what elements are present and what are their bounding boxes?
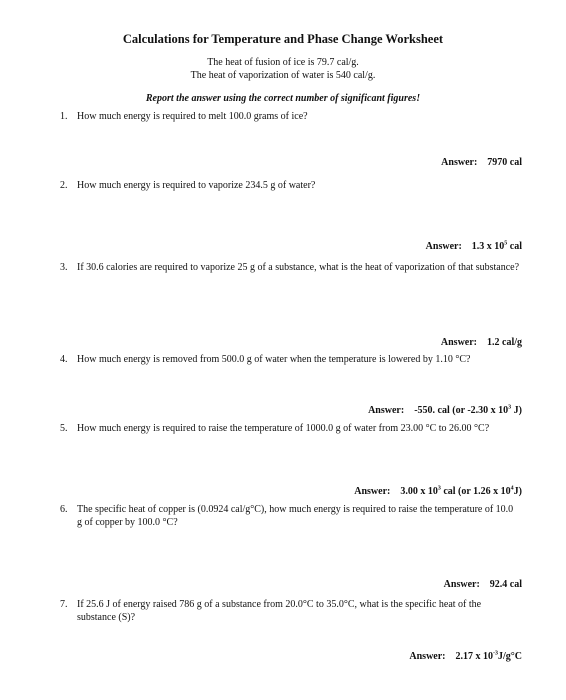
question-text: If 30.6 calories are required to vaporize 25 g of a substance, what is the heat of vaporization of that substance? [77, 262, 520, 273]
question-5 [60, 422, 520, 435]
question-3 [60, 261, 520, 274]
question-7 [60, 598, 520, 624]
question-text: How much energy is required to raise the temperature of 1000.0 g of water from 23.00 °C to 26.00 °C? [77, 423, 490, 434]
heat-of-fusion-note: The heat of fusion of ice is 79.7 cal/g. [207, 57, 359, 68]
question-text: If 25.6 J of energy raised 786 g of a substance from 20.0°C to 35.0°C, what is the specific heat of the substance (S)? [77, 599, 482, 623]
answer-label: Answer: [440, 337, 477, 348]
question-text: The specific heat of copper is (0.0924 cal/g°C), how much energy is required to raise the temperature of 10.0 g of copper by 100.0 °C? [77, 504, 514, 528]
answer-4 [368, 405, 522, 416]
question-2 [60, 179, 520, 192]
answer-label: Answer: [368, 405, 405, 416]
instruction-text: Report the answer using the correct number of significant figures! [145, 93, 421, 104]
question-text: How much energy is removed from 500.0 g of water when the temperature is lowered by 1.10 °C? [77, 354, 471, 365]
question-4 [60, 353, 530, 366]
question-number: 2. [60, 180, 68, 191]
answer-value: 92.4 cal [489, 579, 522, 590]
question-number: 5. [60, 423, 68, 434]
answer-value: 2.17 x $10^{-3}J/g^\circ C$ [455, 650, 522, 662]
question-6 [60, 503, 520, 529]
answer-value: 1.3 x $10^5$ cal [471, 240, 522, 252]
question-number: 7. [60, 599, 68, 610]
answer-value: 1.2 cal/g [487, 337, 522, 348]
answer-label: Answer: [409, 651, 446, 662]
answer-label: Answer: [354, 486, 391, 497]
question-text: How much energy is required to melt 100.0 grams of ice? [77, 111, 308, 122]
heat-of-vaporization-note: The heat of vaporization of water is 540 cal/g. [190, 70, 376, 81]
answer-value: 3.00 x $10^3$ cal (or 1.26 x $10^4J$) [400, 485, 522, 497]
worksheet-title: Calculations for Temperature and Phase Change Worksheet [122, 32, 444, 46]
answer-label: Answer: [425, 241, 462, 252]
answer-6 [444, 579, 522, 590]
answer-value: 7970 cal [487, 157, 522, 168]
question-1 [60, 110, 520, 123]
question-number: 1. [60, 111, 68, 122]
answer-7 [409, 651, 522, 662]
answer-3 [441, 337, 522, 348]
question-number: 4. [60, 354, 68, 365]
answer-5 [354, 486, 522, 497]
answer-label: Answer: [443, 579, 480, 590]
question-number: 6. [60, 504, 68, 515]
answer-label: Answer: [441, 157, 478, 168]
question-number: 3. [60, 262, 68, 273]
answer-1 [441, 157, 522, 168]
question-text: How much energy is required to vaporize 234.5 g of water? [77, 180, 316, 191]
answer-2 [426, 241, 522, 252]
answer-value: -550. cal (or -2.30 x $10^3$ J) [414, 404, 522, 416]
